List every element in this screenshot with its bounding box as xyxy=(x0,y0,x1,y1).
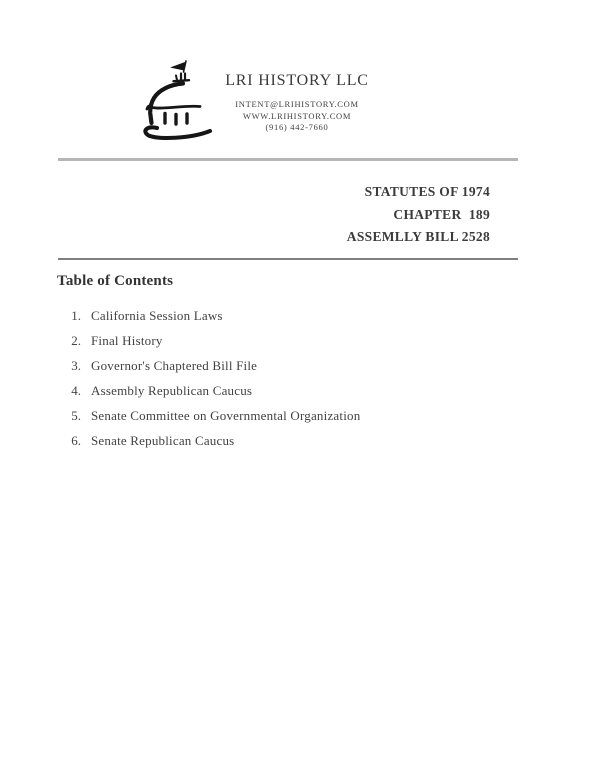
letterhead xyxy=(0,0,600,160)
divider-top xyxy=(58,158,518,161)
toc-item xyxy=(69,403,529,428)
toc-item-number: 1. xyxy=(71,308,81,323)
toc-item-number: 5. xyxy=(71,408,81,423)
toc-item-number: 3. xyxy=(71,358,81,373)
toc-item-label: Governor's Chaptered Bill File xyxy=(91,358,258,373)
toc-item xyxy=(69,378,529,403)
toc-list xyxy=(69,303,529,453)
website-text: WWW.LRIHISTORY.COM xyxy=(242,110,352,121)
toc-item-label: Senate Committee on Governmental Organization xyxy=(91,408,361,423)
chapter-line: CHAPTER 189 xyxy=(393,206,490,222)
divider-bottom xyxy=(58,258,518,260)
toc-item-label: Senate Republican Caucus xyxy=(91,433,235,448)
toc-item-number: 6. xyxy=(71,433,81,448)
toc-item xyxy=(69,328,529,353)
toc-item xyxy=(69,353,529,378)
phone-text: (916) 442-7660 xyxy=(265,122,329,132)
toc-heading: Table of Contents xyxy=(57,273,174,289)
email-text: INTENT@LRIHISTORY.COM xyxy=(235,99,359,109)
company-name: LRI HISTORY LLC xyxy=(225,72,369,89)
toc-item-number: 2. xyxy=(71,333,81,348)
toc-item-label: Assembly Republican Caucus xyxy=(91,383,253,398)
toc-item-number: 4. xyxy=(71,383,81,398)
toc-item xyxy=(69,428,529,453)
reference-block xyxy=(347,181,490,249)
toc-item-label: California Session Laws xyxy=(91,308,223,323)
statutes-line: STATUTES OF 1974 xyxy=(364,184,490,199)
toc-item-label: Final History xyxy=(91,333,163,348)
bill-line: ASSEMLLY BILL 2528 xyxy=(346,229,490,244)
letterhead-text xyxy=(197,72,397,134)
toc-item xyxy=(69,303,529,328)
